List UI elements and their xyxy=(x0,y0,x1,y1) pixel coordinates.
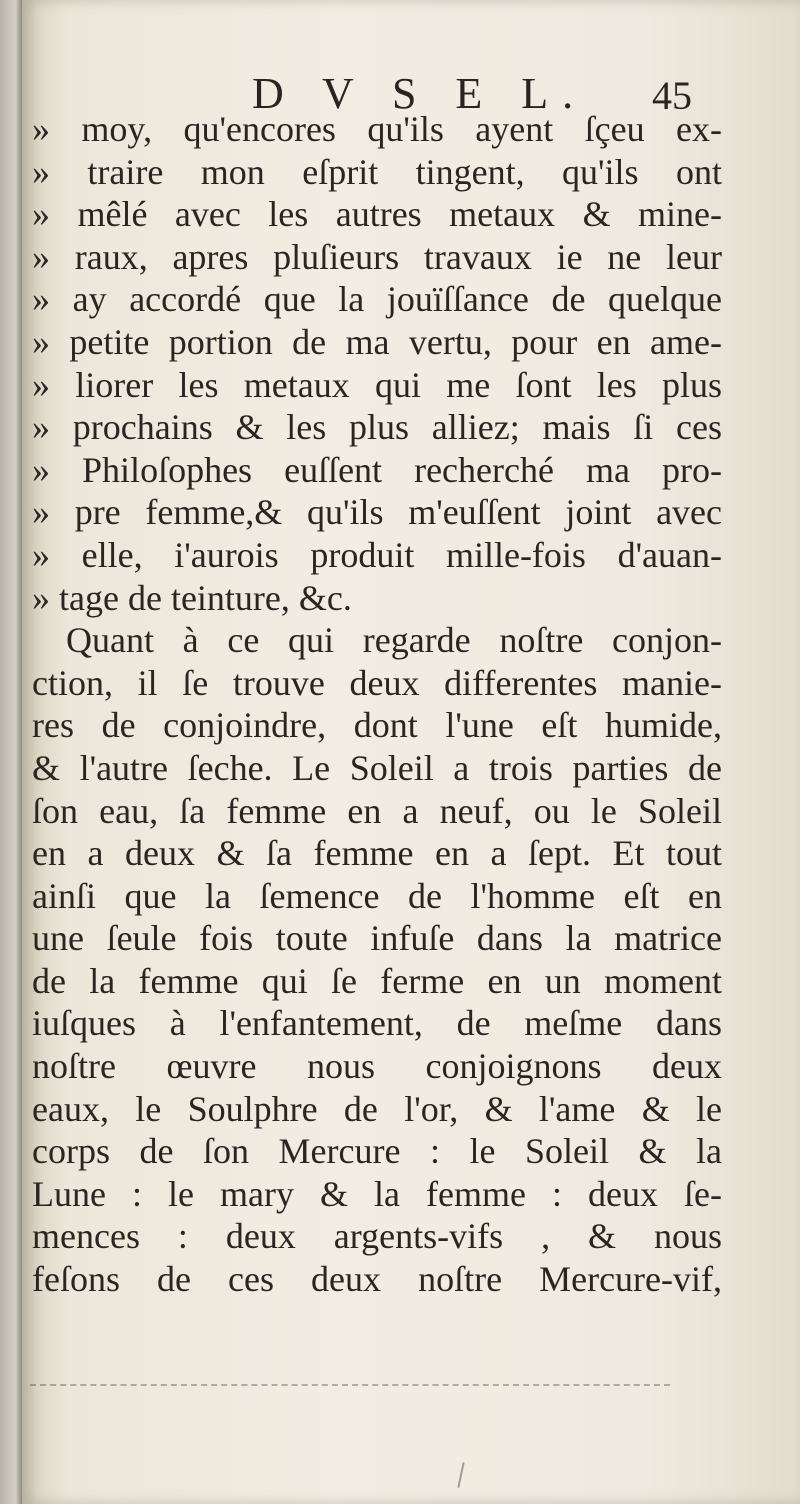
quote-line: » petite portion de ma vertu, pour en ame- xyxy=(32,321,722,362)
running-head: D V S E L. xyxy=(252,69,588,118)
paragraph-line: res de conjoindre, dont l'une eſt humide, xyxy=(32,705,722,746)
paragraph-line: de la femme qui ſe ferme en un moment xyxy=(32,960,722,1001)
bleed-through-rule xyxy=(30,1384,670,1386)
body-paragraph xyxy=(22,619,722,1301)
paragraph-line: ction, il ſe trouve deux differentes manie- xyxy=(32,662,722,703)
paragraph-line: noſtre œuvre nous conjoignons deux xyxy=(32,1046,722,1087)
quote-line: » ay accordé que la jouïſſance de quelque xyxy=(32,279,722,320)
paragraph-line: eaux, le Soulphre de l'or, & l'ame & le xyxy=(32,1088,722,1129)
paragraph-line: ainſi que la ſemence de l'homme eſt en xyxy=(32,875,722,916)
quote-line: » pre femme,& qu'ils m'euſſent joint avec xyxy=(32,492,722,533)
paragraph-line: & l'autre ſeche. Le Soleil a trois parties de xyxy=(32,747,722,788)
quote-line: » traire mon eſprit tingent, qu'ils ont xyxy=(32,151,722,192)
quote-line: » raux, apres pluſieurs travaux ie ne leur xyxy=(32,236,722,277)
page-number: 45 xyxy=(652,73,692,118)
paragraph-line: Lune : le mary & la femme : deux ſe- xyxy=(32,1173,722,1214)
page-text xyxy=(22,108,722,1301)
paragraph-line: mences : deux argents-vifs , & nous xyxy=(32,1216,722,1257)
paragraph-line: ſon eau, ſa femme en a neuf, ou le Soleil xyxy=(32,790,722,831)
quote-line: » mêlé avec les autres metaux & mine- xyxy=(32,194,722,235)
paragraph-line: une ſeule fois toute infuſe dans la matrice xyxy=(32,918,722,959)
book-gutter xyxy=(0,0,22,1504)
paragraph-line: Quant à ce qui regarde noſtre conjon- xyxy=(66,620,722,661)
quote-line: » elle, i'aurois produit mille-fois d'auan- xyxy=(32,534,722,575)
quote-line: » Philoſophes euſſent recherché ma pro- xyxy=(32,449,722,490)
quoted-passage xyxy=(22,108,722,619)
quote-line: » prochains & les plus alliez; mais ſi ces xyxy=(32,407,722,448)
quote-line: » moy, qu'encores qu'ils ayent ſçeu ex- xyxy=(32,109,722,149)
paragraph-line: feſons de ces deux noſtre Mercure-vif, xyxy=(32,1259,722,1300)
quote-line: » liorer les metaux qui me ſont les plus xyxy=(32,364,722,405)
paragraph-line: iuſques à l'enfantement, de meſme dans xyxy=(32,1003,722,1044)
quote-line: » tage de teinture, &c. xyxy=(32,577,352,618)
paragraph-line: corps de ſon Mercure : le Soleil & la xyxy=(32,1131,722,1172)
paragraph-line: en a deux & ſa femme en a ſept. Et tout xyxy=(32,833,722,874)
